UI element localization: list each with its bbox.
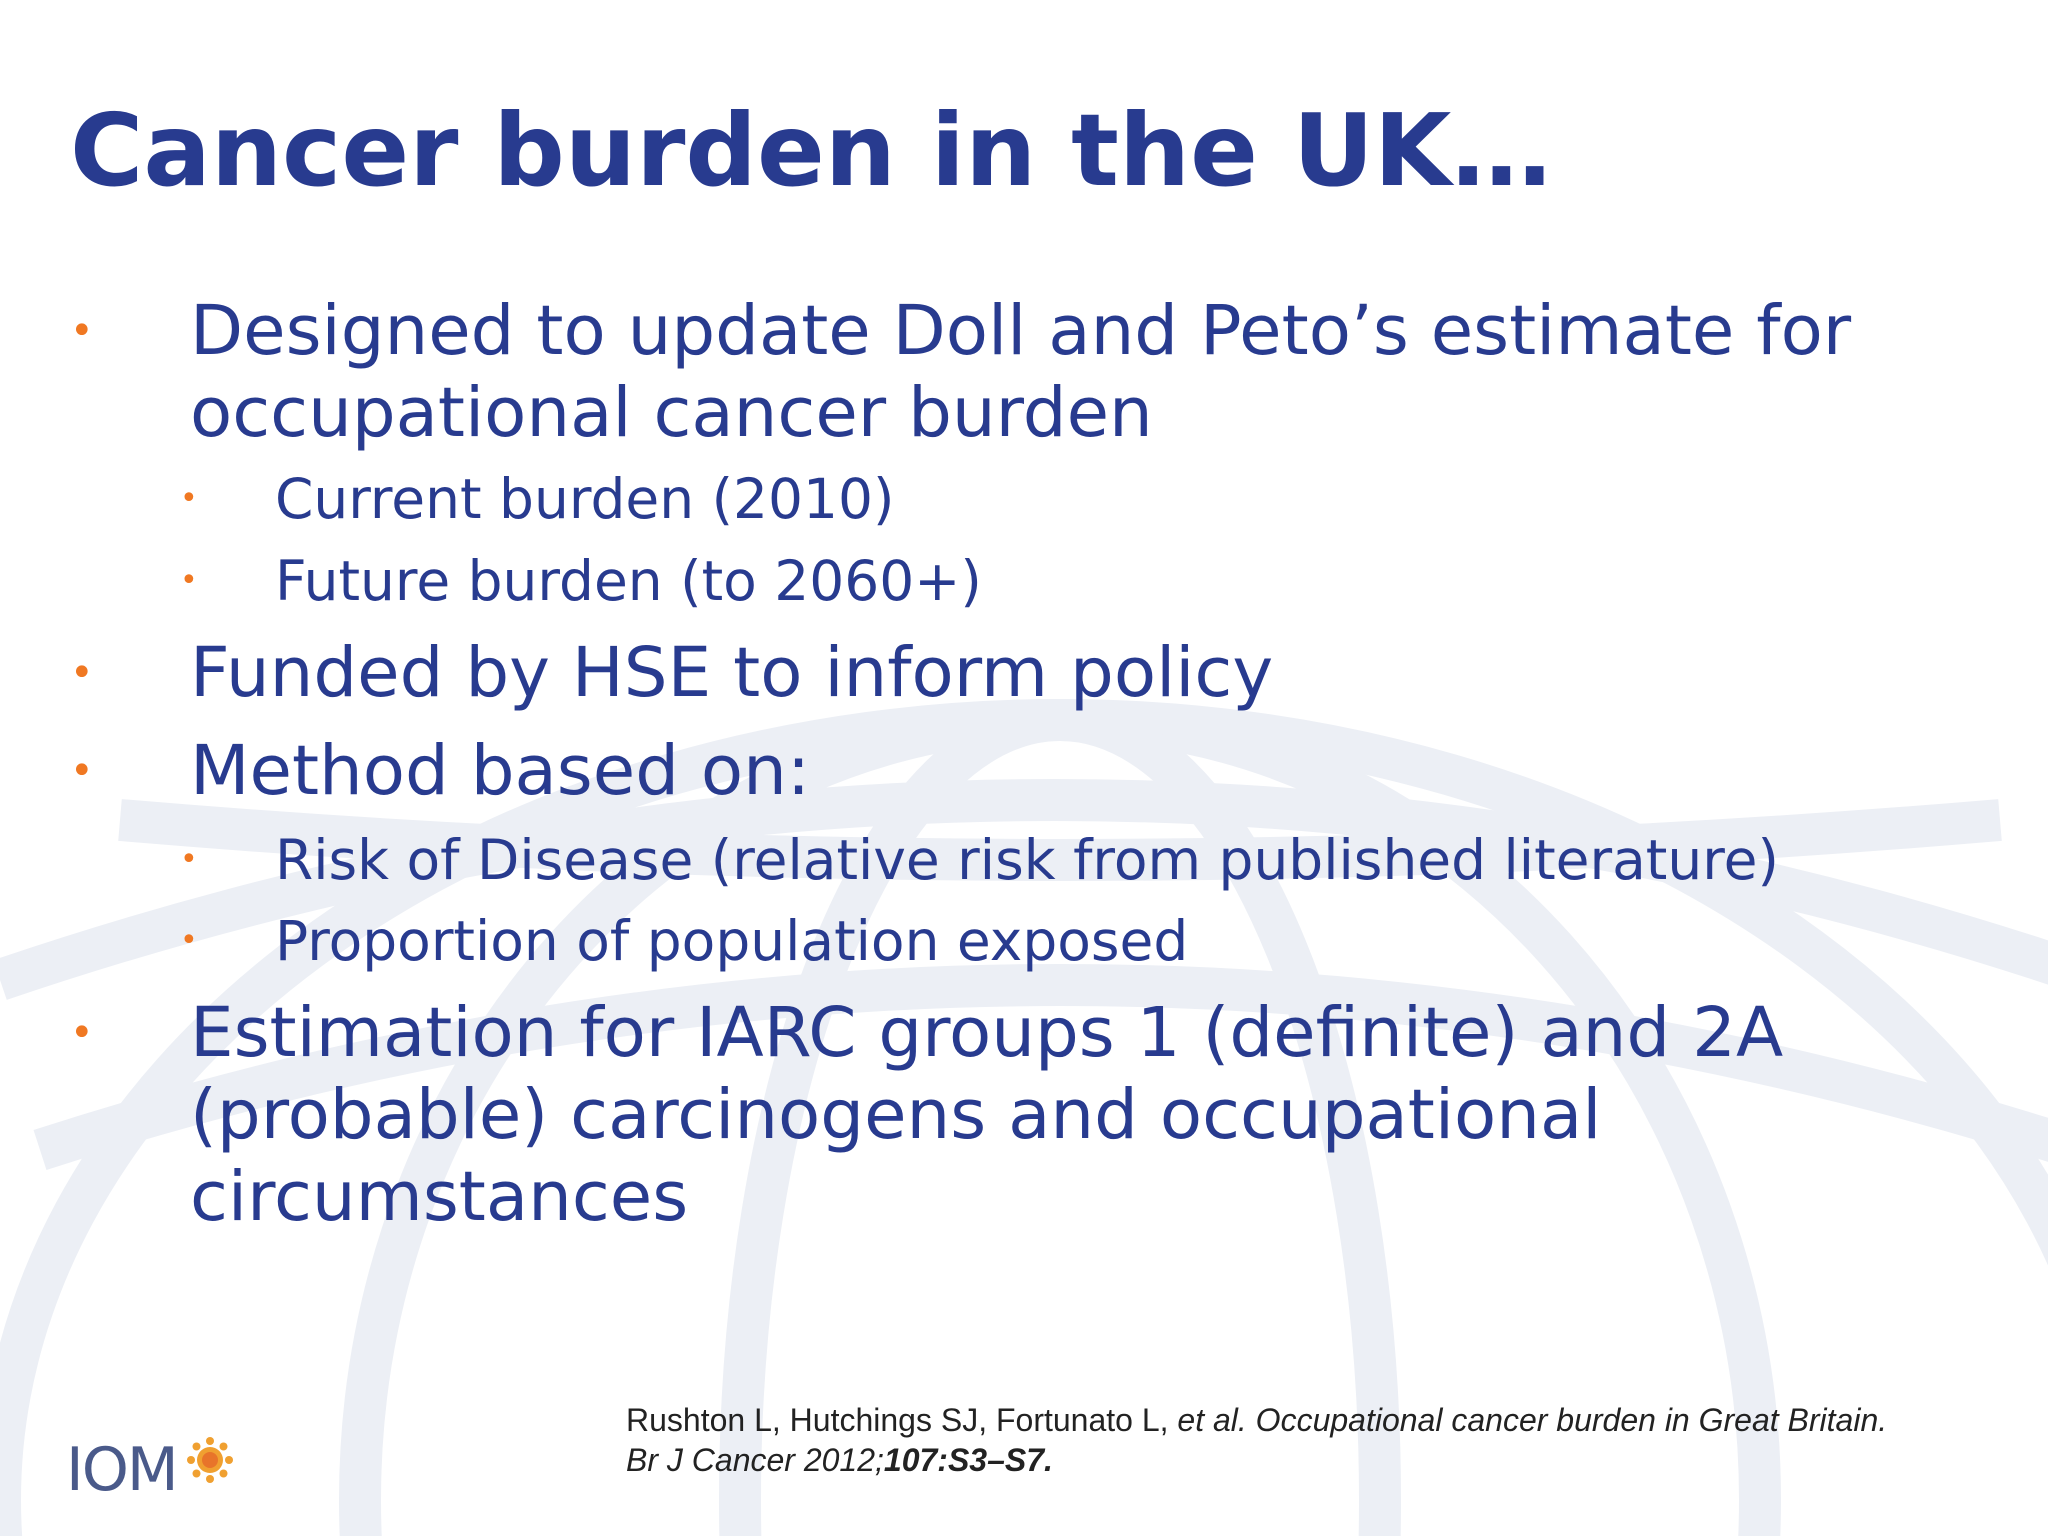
sub-bullet-text: Current burden (2010) bbox=[275, 467, 895, 531]
sub-bullet-future-burden bbox=[180, 540, 982, 622]
bullet-icon: • bbox=[70, 1010, 94, 1056]
sub-bullet-proportion-exposed bbox=[180, 900, 1189, 982]
citation bbox=[626, 1400, 1926, 1480]
bullet-icon: • bbox=[180, 481, 198, 516]
bullet-item-designed bbox=[70, 290, 1852, 454]
logo-text: IOM bbox=[66, 1435, 177, 1505]
bullet-icon: • bbox=[70, 308, 94, 354]
bullet-item-funded bbox=[70, 632, 1274, 714]
bullet-icon: • bbox=[70, 748, 94, 794]
bullet-item-method bbox=[70, 730, 811, 812]
bullet-icon: • bbox=[180, 842, 198, 877]
citation-authors: Rushton L, Hutchings SJ, Fortunato L, bbox=[626, 1402, 1178, 1438]
sub-bullet-text: Risk of Disease (relative risk from published literature) bbox=[275, 828, 1779, 892]
citation-volume-pages: 107:S3–S7. bbox=[883, 1442, 1053, 1478]
bullet-icon: • bbox=[180, 923, 198, 958]
citation-article-title: Occupational cancer burden in Great Britain. Br J Cancer 2012; bbox=[626, 1402, 1888, 1478]
bullet-line-1: Designed to update Doll and Peto’s estimate for bbox=[190, 291, 1852, 371]
bullet-item-estimation bbox=[70, 992, 1784, 1238]
bullet-line-3: circumstances bbox=[190, 1157, 689, 1237]
bullet-text: Funded by HSE to inform policy bbox=[190, 633, 1274, 713]
iom-logo bbox=[66, 1430, 236, 1510]
sun-burst-logo-icon bbox=[186, 1436, 234, 1484]
bullet-icon: • bbox=[70, 650, 94, 696]
bullet-line-1: Estimation for IARC groups 1 (definite) and 2A bbox=[190, 993, 1784, 1073]
sub-bullet-risk-of-disease bbox=[180, 819, 1779, 901]
sub-bullet-current-burden bbox=[180, 458, 895, 540]
bullet-icon: • bbox=[180, 563, 198, 598]
bullet-line-2: occupational cancer burden bbox=[190, 373, 1153, 453]
bullet-text: Method based on: bbox=[190, 731, 811, 811]
sub-bullet-text: Proportion of population exposed bbox=[275, 909, 1189, 973]
bullet-line-2: (probable) carcinogens and occupational bbox=[190, 1075, 1602, 1155]
slide-title: Cancer burden in the UK… bbox=[70, 92, 1552, 209]
sub-bullet-text: Future burden (to 2060+) bbox=[275, 549, 982, 613]
citation-et-al: et al. bbox=[1177, 1402, 1256, 1438]
